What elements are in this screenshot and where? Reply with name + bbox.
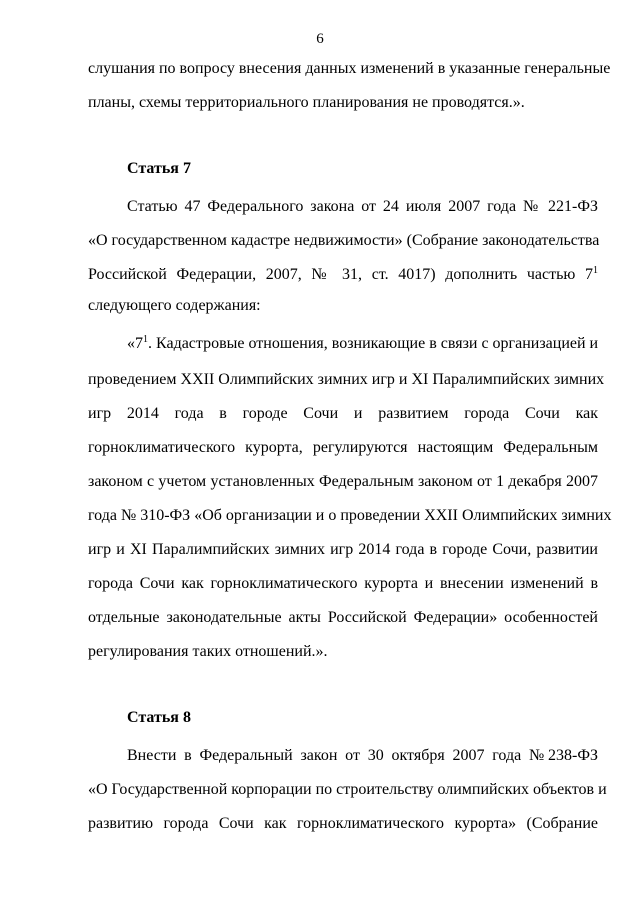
art7-p2-line-6: года № 310-ФЗ «Об организации и о проведении XXII Олимпийских зимних (88, 507, 612, 524)
page-number: 6 (316, 31, 324, 47)
art7-p2-line-3: игр 2014 года в городе Сочи и развитием города Сочи как (88, 405, 598, 422)
art7-p2-line-2: проведением XXII Олимпийских зимних игр и XI Паралимпийских зимних (88, 371, 605, 388)
art7-p1-line-4: следующего содержания: (88, 297, 261, 314)
art8-p1-line-1: Внести в Федеральный закон от 30 октября 2007 года №238-ФЗ (127, 747, 598, 764)
art7-p2-line-1-superscript: 1 (143, 334, 148, 345)
art7-p1-line-3 (88, 265, 598, 285)
art7-p2-line-1-post: . Кадастровые отношения, возникающие в связи с организацией и (148, 335, 599, 352)
article-7-heading: Статья 7 (127, 160, 191, 177)
art7-p2-line-4: горноклиматического курорта, регулируются настоящим Федеральным (88, 439, 598, 456)
intro-line-2: планы, схемы территориального планирования не проводятся.». (88, 94, 525, 111)
art7-p2-line-10: регулирования таких отношений.». (88, 643, 328, 660)
article-8-heading: Статья 8 (127, 709, 191, 726)
art7-p1-line-3-text: Российской Федерации, 2007, № 31, ст. 4017) дополнить частью 7 (88, 266, 593, 283)
intro-line-1: слушания по вопросу внесения данных изменений в указанные генеральные (88, 60, 611, 77)
art8-p1-line-2: «О Государственной корпорации по строительству олимпийских объектов и (88, 781, 607, 798)
art7-p2-line-1-pre: «7 (127, 335, 143, 352)
art7-p1-line-3-superscript: 1 (593, 265, 598, 276)
art7-p2-line-5: законом с учетом установленных Федеральным законом от 1 декабря 2007 (88, 473, 598, 490)
art7-p2-line-9: отдельные законодательные акты Российской Федерации» особенностей (88, 609, 598, 626)
art7-p2-line-1 (127, 334, 598, 354)
art7-p1-line-2: «О государственном кадастре недвижимости» (Собрание законодательства (88, 232, 600, 249)
art8-p1-line-3: развитию города Сочи как горноклиматического курорта» (Собрание (88, 815, 598, 832)
art7-p2-line-8: города Сочи как горноклиматического курорта и внесении изменений в (88, 575, 598, 592)
art7-p1-line-1: Статью 47 Федерального закона от 24 июля 2007 года № 221-ФЗ (127, 198, 598, 215)
art7-p2-line-7: игр и XI Паралимпийских зимних игр 2014 года в городе Сочи, развитии (88, 541, 598, 558)
